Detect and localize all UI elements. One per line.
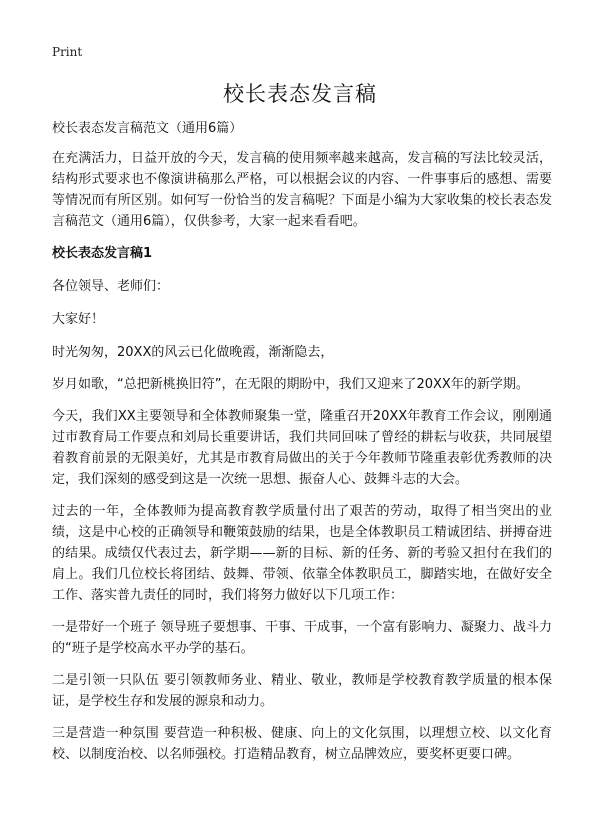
section-heading: 校长表态发言稿1: [52, 246, 153, 261]
body-paragraph: 今天，我们XX主要领导和全体教师聚集一堂，隆重召开20XX年教育工作会议，刚刚通过市教育局工作要点和刘局长重要讲话，我们共同回味了曾经的耕耘与收获，共同展望着教育前景的无限美好，尤其是市教育局做出的关于今年教师节隆重表彰优秀教师的决定，我们深刻的感受到这是一次统一思想、振奋人心、鼓舞斗志的大会。: [52, 409, 552, 487]
article-body: [52, 118, 552, 776]
greeting: 大家好！: [52, 312, 105, 327]
body-paragraph: 三是营造一种氛围 要营造一种积极、健康、向上的文化氛围，以理想立校、以文化育校、以制度治校、以名师强校。打造精品教育，树立品牌效应，要奖杯更要口碑。: [52, 726, 552, 762]
body-paragraph: 时光匆匆，20XX的风云已化做晚霞，渐渐隐去，: [52, 345, 334, 360]
article-subtitle: 校长表态发言稿范文（通用6篇）: [52, 121, 243, 136]
body-paragraph: 二是引领一只队伍 要引领教师务业、精业、敬业，教师是学校教育教学质量的根本保证，是学校生存和发展的源泉和动力。: [52, 673, 552, 709]
print-link[interactable]: Print: [52, 45, 83, 59]
body-paragraph: 一是带好一个班子 领导班子要想事、干事、干成事，一个富有影响力、凝聚力、战斗力的“班子是学校高水平办学的基石。: [52, 620, 552, 656]
intro-paragraph: 在充满活力，日益开放的今天，发言稿的使用频率越来越高，发言稿的写法比较灵活，结构形式要求也不像演讲稿那么严格，可以根据会议的内容、一件事事后的感想、需要等情况而有所区别。如何写一份恰当的发言稿呢？下面是小编为大家收集的校长表态发言稿范文（通用6篇），仅供参考，大家一起来看看吧。: [52, 151, 552, 229]
page-title: 校长表态发言稿: [223, 82, 377, 106]
body-paragraph: 岁月如歌，“总把新桃换旧符”，在无限的期盼中，我们又迎来了20XX年的新学期。: [52, 377, 529, 392]
body-paragraph: 过去的一年，全体教师为提高教育教学质量付出了艰苦的劳动，取得了相当突出的业绩，这是中心校的正确领导和鞭策鼓励的结果，也是全体教职员工精诚团结、拼搏奋进的结果。成绩仅代表过去，新学期——新的目标、新的任务、新的考验又担付在我们的肩上。我们几位校长将团结、鼓舞、带领、依靠全体教职员工，脚踏实地，在做好安全工作、落实普九责任的同时，我们将努力做好以下几项工作：: [52, 504, 552, 603]
salutation: 各位领导、老师们：: [52, 279, 170, 294]
